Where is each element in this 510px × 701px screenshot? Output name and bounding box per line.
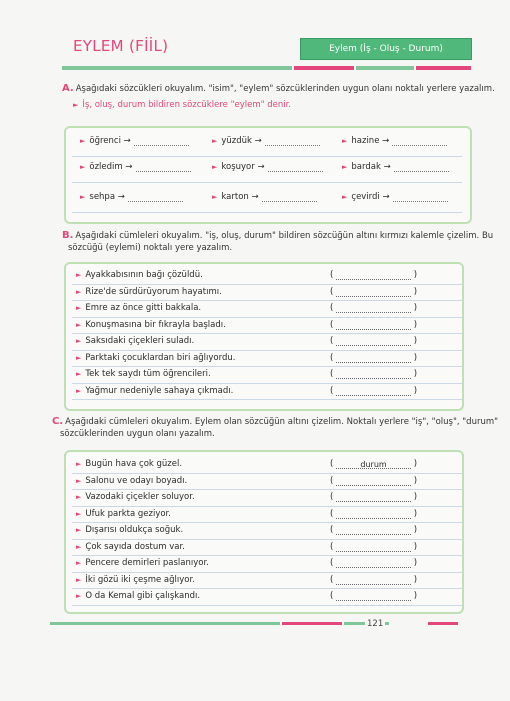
- answer-field[interactable]: ( ): [330, 525, 418, 535]
- sentence-text: ► Vazodaki çiçekler soluyor.: [76, 492, 195, 502]
- right-arrow-icon: →: [380, 162, 391, 172]
- answer-blank[interactable]: [128, 193, 183, 202]
- sentence-text: ► Konuşmasına bir fıkrayla başladı.: [76, 319, 226, 330]
- arrow-icon: ►: [342, 137, 348, 145]
- arrow-icon: ►: [76, 287, 82, 296]
- section-c-list: [72, 457, 462, 606]
- sentence-text: ► Emre az önce gitti bakkala.: [76, 303, 202, 313]
- sentence-row: [72, 523, 462, 540]
- sentence-text: ► Dışarısı oldukça soğuk.: [76, 525, 184, 535]
- sentence-row: [72, 301, 462, 318]
- word-text: yüzdük: [221, 136, 252, 146]
- answer-field[interactable]: ( ): [330, 385, 418, 396]
- sentence-row: [72, 334, 462, 351]
- answer-blank[interactable]: [336, 526, 411, 535]
- sentence-text: ► Rize'de sürdürüyorum hayatımı.: [76, 286, 222, 297]
- answer-blank[interactable]: [336, 543, 411, 552]
- arrow-icon: ►: [80, 193, 86, 201]
- right-arrow-icon: →: [122, 162, 133, 172]
- arrow-icon: ►: [80, 137, 86, 145]
- sentence-text: ► Parktaki çocuklardan biri ağlıyordu.: [76, 352, 236, 363]
- arrow-icon: ►: [76, 370, 82, 378]
- sentence-row: [72, 589, 462, 606]
- arrow-icon: ►: [76, 493, 82, 501]
- answer-field[interactable]: ( durum ): [330, 459, 418, 469]
- answer-blank[interactable]: [336, 477, 411, 486]
- sentence-text: ► O da Kemal gibi çalışkandı.: [76, 591, 201, 601]
- section-c-letter: C.: [52, 416, 64, 427]
- answer-blank[interactable]: [136, 163, 191, 172]
- word-text: sehpa: [89, 192, 116, 202]
- answer-field[interactable]: ( ): [330, 591, 418, 601]
- right-arrow-icon: →: [120, 136, 131, 146]
- sentence-row: [72, 490, 462, 507]
- sentence-row: [72, 285, 462, 302]
- arrow-icon: ►: [73, 101, 79, 109]
- arrow-icon: ►: [76, 271, 82, 279]
- word-text: özledim: [89, 162, 123, 172]
- arrow-icon: ►: [76, 337, 82, 345]
- right-arrow-icon: →: [248, 192, 259, 202]
- sentence-row: [72, 268, 462, 285]
- arrow-icon: ►: [342, 193, 348, 201]
- arrow-icon: ►: [76, 542, 82, 551]
- word-row: [72, 186, 462, 213]
- answer-blank[interactable]: [336, 387, 411, 396]
- word-cell: [80, 136, 189, 146]
- sentence-text: ► Çok sayıda dostum var.: [76, 541, 185, 552]
- answer-blank[interactable]: [265, 137, 320, 146]
- answer-field[interactable]: ( ): [330, 492, 418, 502]
- section-c-instruction: C. Aşağıdaki cümleleri okuyalım. Eylem olan sözcüğün altını çizelim. Noktalı yerlere "iş", "oluş", "durum" sözcüklerinden uygun olanı yazalım.: [52, 416, 499, 439]
- section-b-list: [72, 268, 462, 400]
- answer-blank[interactable]: [336, 288, 411, 297]
- answer-field[interactable]: ( ): [330, 369, 418, 379]
- answer-blank[interactable]: [336, 493, 411, 502]
- answer-field[interactable]: ( ): [330, 303, 418, 313]
- word-cell: [342, 192, 448, 202]
- answer-field[interactable]: ( ): [330, 508, 418, 519]
- answer-field[interactable]: ( ): [330, 541, 418, 552]
- right-arrow-icon: →: [115, 192, 125, 202]
- answer-blank[interactable]: [336, 271, 411, 280]
- word-cell: [342, 136, 447, 146]
- answer-blank[interactable]: [336, 559, 411, 568]
- word-text: karton: [221, 192, 249, 202]
- answer-blank[interactable]: [394, 163, 449, 172]
- word-cell: [212, 136, 320, 146]
- footer-stripes: [50, 622, 460, 628]
- right-arrow-icon: →: [254, 162, 265, 172]
- arrow-icon: ►: [76, 386, 82, 395]
- sentence-text: ► Ayakkabısının bağı çözüldü.: [76, 270, 203, 280]
- word-cell: [80, 162, 191, 172]
- sentence-row: [72, 318, 462, 335]
- answer-blank[interactable]: [262, 193, 317, 202]
- arrow-icon: ►: [76, 476, 82, 485]
- sentence-text: ► Yağmur nedeniyle sahaya çıkmadı.: [76, 385, 234, 396]
- arrow-icon: ►: [76, 304, 82, 312]
- word-text: hazine: [351, 136, 380, 146]
- section-b-instruction: B. Aşağıdaki cümleleri okuyalım. "iş, oluş, durum" bildiren sözcüğün altını kırmızı kalemle çizelim. Bu sözcüğü (eylemi) noktalı yere yazalım.: [62, 230, 494, 253]
- answer-blank[interactable]: [336, 576, 411, 585]
- arrow-icon: ►: [342, 163, 348, 171]
- right-arrow-icon: →: [379, 192, 390, 202]
- answer-blank[interactable]: [392, 137, 447, 146]
- answer-blank[interactable]: [336, 337, 411, 346]
- word-text: öğrenci: [89, 136, 121, 146]
- word-row: [72, 156, 462, 183]
- arrow-icon: ►: [76, 460, 82, 468]
- arrow-icon: ►: [76, 592, 82, 600]
- sentence-row: [72, 540, 462, 557]
- answer-blank[interactable]: [336, 592, 411, 601]
- answer-blank[interactable]: [336, 510, 411, 519]
- answer-field[interactable]: ( ): [330, 352, 418, 363]
- answer-blank[interactable]: [336, 304, 411, 313]
- answer-field[interactable]: ( ): [330, 270, 418, 280]
- answer-field[interactable]: ( ): [330, 336, 418, 346]
- answer-field[interactable]: ( ): [330, 319, 418, 330]
- arrow-icon: ►: [212, 163, 218, 171]
- sentence-text: ► Ufuk parkta geziyor.: [76, 508, 171, 519]
- sentence-text: ► İki gözü iki çeşme ağlıyor.: [76, 574, 195, 585]
- sentence-row: [72, 367, 462, 384]
- section-a-instruction: A. Aşağıdaki sözcükleri okuyalım. "isim", "eylem" sözcüklerinden uygun olanı noktalı yerlere yazalım.: [62, 83, 495, 94]
- answer-blank[interactable]: [336, 370, 411, 379]
- word-text: bardak: [351, 162, 381, 172]
- answer-field[interactable]: ( ): [330, 286, 418, 297]
- sentence-row: [72, 457, 462, 474]
- definition-rule: ► İş, oluş, durum bildiren sözcüklere "eylem" denir.: [73, 100, 292, 110]
- page-number: 121: [367, 619, 384, 629]
- arrow-icon: ►: [212, 193, 218, 201]
- sentence-row: [72, 556, 462, 573]
- answer-blank[interactable]: [134, 137, 189, 146]
- arrow-icon: ►: [76, 509, 82, 518]
- arrow-icon: ►: [76, 353, 82, 362]
- section-b-letter: B.: [62, 230, 74, 241]
- arrow-icon: ►: [76, 526, 82, 534]
- answer-field[interactable]: ( ): [330, 558, 418, 568]
- word-text: koşuyor: [221, 162, 255, 172]
- sentence-text: ► Pencere demirleri paslanıyor.: [76, 558, 209, 568]
- arrow-icon: ►: [80, 163, 86, 171]
- word-cell: [342, 162, 449, 172]
- section-a-letter: A.: [62, 83, 74, 94]
- answer-field[interactable]: ( ): [330, 475, 418, 486]
- sentence-text: ► Bugün hava çok güzel.: [76, 459, 183, 469]
- arrow-icon: ►: [76, 575, 82, 584]
- sentence-row: [72, 351, 462, 368]
- right-arrow-icon: →: [251, 136, 262, 146]
- answer-blank[interactable]: [393, 193, 448, 202]
- word-text: çevirdi: [351, 192, 380, 202]
- sentence-row: [72, 474, 462, 491]
- word-cell: [212, 162, 323, 172]
- sentence-text: ► Salonu ve odayı boyadı.: [76, 475, 188, 486]
- arrow-icon: ►: [212, 137, 218, 145]
- word-cell: [80, 192, 183, 202]
- sentence-row: [72, 384, 462, 401]
- page-title: EYLEM (FİİL): [73, 37, 169, 55]
- answer-blank[interactable]: durum: [336, 460, 411, 469]
- answer-blank[interactable]: [336, 321, 411, 330]
- sentence-text: ► Saksıdaki çiçekleri suladı.: [76, 336, 195, 346]
- right-arrow-icon: →: [379, 136, 390, 146]
- answer-blank[interactable]: [268, 163, 323, 172]
- topic-badge: Eylem (İş - Oluş - Durum): [300, 38, 472, 60]
- answer-blank[interactable]: [336, 354, 411, 363]
- arrow-icon: ►: [76, 559, 82, 567]
- sentence-text: ► Tek tek saydı tüm öğrencileri.: [76, 369, 211, 379]
- header-stripes: [62, 66, 471, 70]
- sentence-row: [72, 507, 462, 524]
- arrow-icon: ►: [76, 320, 82, 329]
- sentence-row: [72, 573, 462, 590]
- word-cell: [212, 192, 317, 202]
- answer-field[interactable]: ( ): [330, 574, 418, 585]
- word-row: [72, 130, 462, 157]
